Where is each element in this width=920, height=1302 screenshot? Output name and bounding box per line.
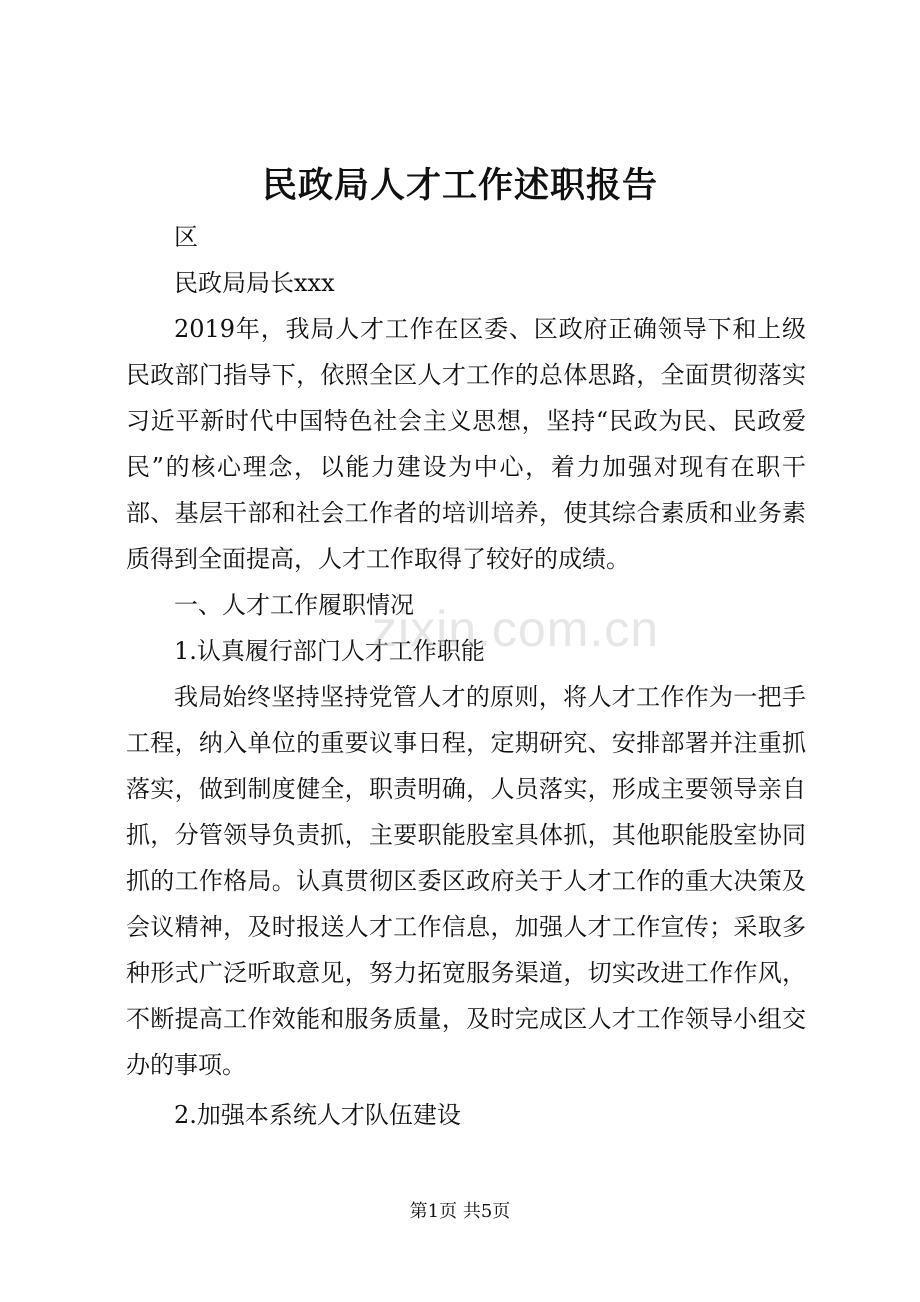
paragraph-district: 区 [174,223,198,251]
subsection-heading-2: 2.加强本系统人才队伍建设 [174,1101,461,1129]
paragraph-section-1-body: 我局始终坚持坚持党管人才的原则，将人才工作作为一把手工程，纳入单位的重要议事日程，定期研究、安排部署并注重抓落实，做到制度健全，职责明确，人员落实，形成主要领导亲自抓，分管领导负责抓，主要职能股室具体抓，其他职能股室协同抓的工作格局。认真贯彻区委区政府关于人才工作的重大决策及会议精神，及时报送人才工作信息，加强人才工作宣传；采取多种形式广泛听取意见，努力拓宽服务渠道，切实改进工作作风，不断提高工作效能和服务质量，及时完成区人才工作领导小组交办的事项。 [126,683,806,1079]
document-title: 民政局人才工作述职报告 [261,165,658,206]
paragraph-author: 民政局局长xxx [174,269,335,297]
paragraph-intro: 2019年，我局人才工作在区委、区政府正确领导下和上级民政部门指导下，依照全区人才工作的总体思路，全面贯彻落实习近平新时代中国特色社会主义思想，坚持“民政为民、民政爱民”的核心理念，以能力建设为中心，着力加强对现有在职干部、基层干部和社会工作者的培训培养，使其综合素质和业务素质得到全面提高，人才工作取得了较好的成绩。 [126,315,806,573]
page-footer: 第1页 共5页 [409,1201,511,1222]
document-body [126,214,806,1138]
subsection-heading-1: 1.认真履行部门人才工作职能 [174,637,485,665]
section-heading-1: 一、人才工作履职情况 [174,591,414,619]
watermark: zixin.com.cn [372,601,660,657]
